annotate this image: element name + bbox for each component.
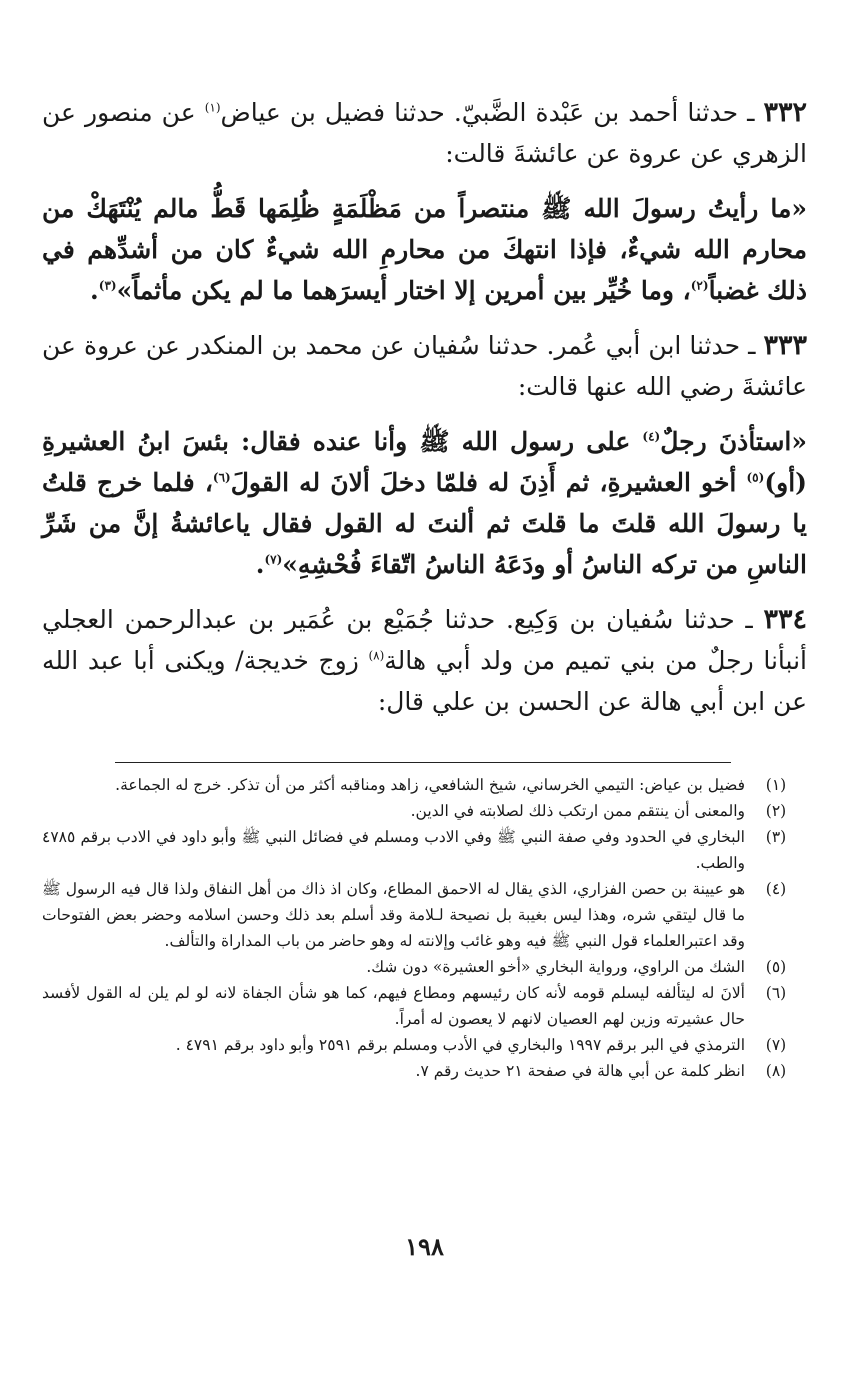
hadith-number: ٣٣٣ [763,330,807,361]
footnote [42,876,807,954]
matn-text: «ما رأيتُ رسولَ الله ﷺ منتصراً من مَظْلَمَةٍ ظُلِمَها قَطُّ مالم يُنْتَهَكْ من محارم الله شيءٌ، فإذا انتهكَ من محارمِ الله شيءٌ كان من أشدِّهم في ذلك غضباً [42,194,807,305]
matn-text: ، فلما خرج قلتُ يا رسولَ الله قلتَ ما قلتَ ثم ألنتَ له القول فقال ياعائشةُ إنَّ من شَرِّ الناسِ من تركه الناسُ أو ودَعَهُ الناسُ اتّقاءَ فُحْشِهِ» [42,468,807,579]
footnote-ref: (٦) [212,470,231,485]
footnote-text: الترمذي في البر برقم ١٩٩٧ والبخاري في الأدب ومسلم برقم ٢٥٩١ وأبو داود برقم ٤٧٩١ . [175,1036,745,1054]
footnote-text: الشك من الراوي، ورواية البخاري «أخو العشيرة» دون شك. [366,958,745,976]
matn-text: على رسول الله ﷺ وأنا عنده فقال: بئسَ ابنُ العشيرةِ (أو) [42,427,807,497]
footnote-number: (٢) [765,802,787,820]
footnote [42,772,807,798]
matn-text: «استأذنَ رجلٌ [660,427,807,456]
footnote-number: (٦) [765,984,787,1002]
footnote-number: (٤) [765,880,787,898]
footnotes [42,772,807,1084]
footnote-separator [115,762,731,763]
footnote-number: (٧) [765,1036,787,1054]
footnote-ref: (٧) [264,552,283,567]
footnote-number: (٨) [765,1062,787,1080]
hadith-number: ٣٣٤ [763,604,807,635]
footnote-ref: (٢) [690,278,709,293]
hadith-333-isnad [42,325,807,407]
hadith-334-isnad [42,599,807,722]
footnote [42,1058,807,1084]
footnote-text: فضيل بن عياض: التيمي الخرساني، شيخ الشافعي، زاهد ومناقبه أكثر من أن تذكر. خرج له الجماعة. [115,776,745,794]
footnote [42,798,807,824]
matn-end: . [255,550,265,579]
matn-text: أخو العشيرةِ، ثم أَذِنَ له فلمّا دخلَ ألانَ له القولَ [230,468,747,497]
footnote-ref: (٥) [746,470,765,485]
footnote-text: ألانَ له ليتألفه ليسلم قومه لأنه كان رئيسهم ومطاع فيهم، كما هو شأن الجفاة لانه لو لم يلن له القول لأفسد حال عشيرته وزين لهم العصيان لانهم لا يعصون له أمراً. [42,984,745,1028]
isnad-text: ـ حدثنا أحمد بن عَبْدة الضَّبيّ. حدثنا فضيل بن عياض [220,98,764,127]
isnad-text: ـ حدثنا ابن أبي عُمر. حدثنا سُفيان عن محمد بن المنكدر عن عروة عن عائشةَ رضي الله عنها قالت: [42,331,807,401]
footnote-ref: (١) [204,100,221,115]
matn-text: ، وما خُيِّر بين أمرين إلا اختار أيسرَهما ما لم يكن مأثماً» [116,276,691,305]
footnote-ref: (٣) [98,278,117,293]
footnote-text: انظر كلمة عن أبي هالة في صفحة ٢١ حديث رقم ٧. [415,1062,745,1080]
footnote [42,954,807,980]
footnote [42,980,807,1032]
footnote-text: البخاري في الحدود وفي صفة النبي ﷺ وفي الادب ومسلم في فضائل النبي ﷺ وأبو داود في الادب برقم ٤٧٨٥ والطب. [42,828,745,872]
footnote-ref: (٤) [642,429,661,444]
footnote-text: هو عيينة بن حصن الفزاري، الذي يقال له الاحمق المطاع، وكان اذ ذاك من أهل النفاق ولذا قال فيه الرسول ﷺ ما قال ليتقي شره، وهذا ليس بغيبة بل نصيحة لـلامة وقد أسلم بعد ذلك وحسن اسلامه وحضر بعض الفتوحات وقد اعتبرالعلماء قول النبي ﷺ فيه وهو غائب وإلانته له وهو حاضر من باب المداراة والتألف. [42,880,745,950]
matn-end: . [90,276,99,305]
page-number: ١٩٨ [405,1232,444,1261]
hadith-332-matn [42,188,807,311]
footnote-ref: (٨) [368,648,385,663]
footnote [42,824,807,876]
footnote [42,1032,807,1058]
isnad-text: ـ حدثنا سُفيان بن وَكِيع. حدثنا جُمَيْع بن عُمَير بن عبدالرحمن العجلي أنبأنا رجلٌ من بني تميم من ولد أبي هالة [42,605,807,675]
isnad-text: زوج خديجة/ ويكنى أبا عبد الله عن ابن أبي هالة عن الحسن بن علي قال: [42,646,807,716]
main-text [42,92,807,722]
footnote-text: والمعنى أن ينتقم ممن ارتكب ذلك لصلابته في الدين. [410,802,745,820]
hadith-number: ٣٣٢ [763,97,807,128]
footnote-number: (٣) [765,828,787,846]
hadith-333-matn [42,421,807,585]
footnote-number: (٥) [765,958,787,976]
footnote-number: (١) [765,776,787,794]
isnad-text: عن منصور عن الزهري عن عروة عن عائشةَ قالت: [42,98,807,168]
hadith-332-isnad [42,92,807,174]
